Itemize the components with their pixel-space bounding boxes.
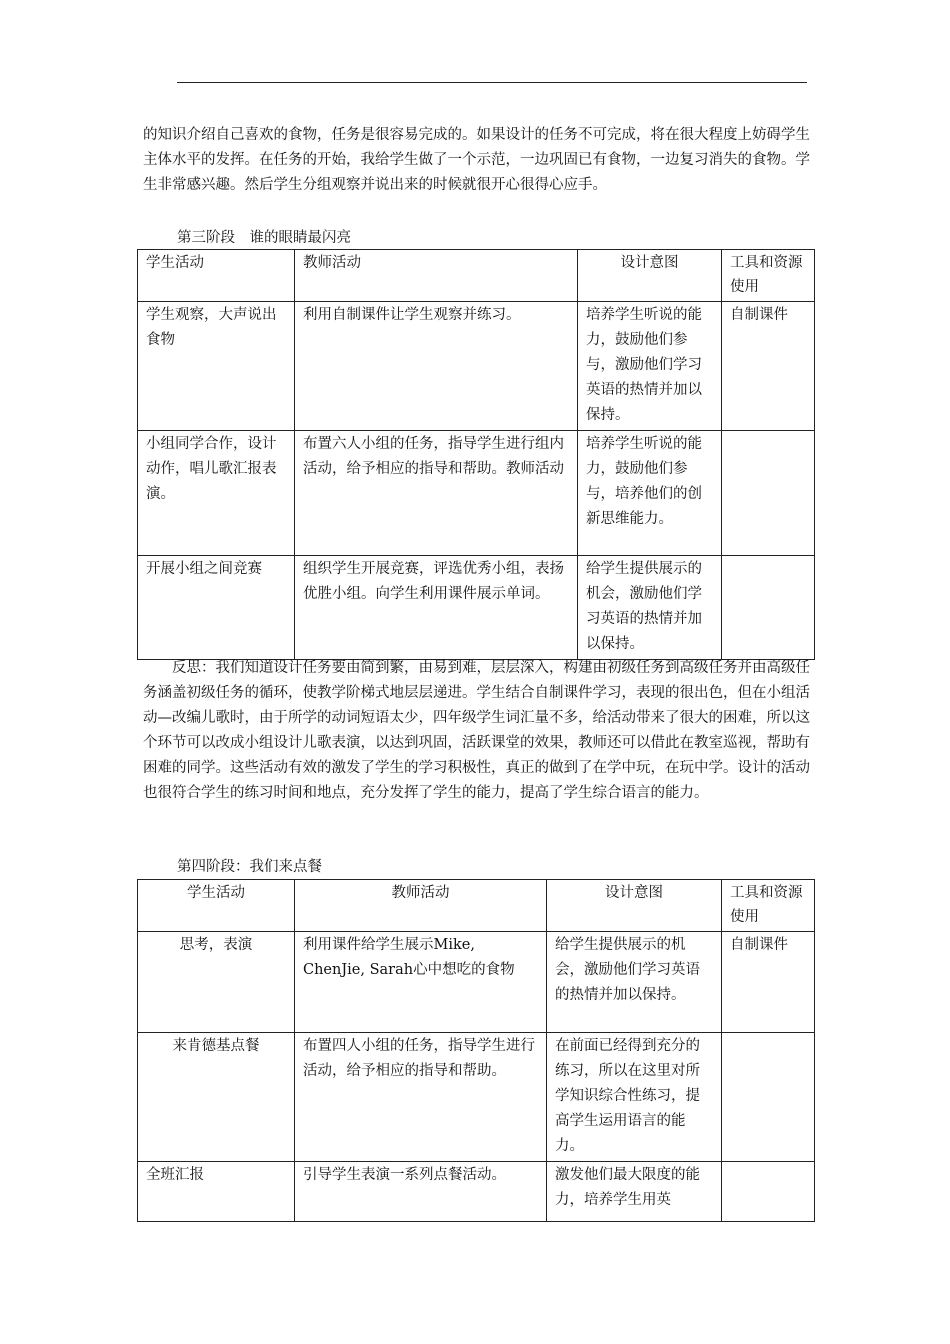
table-cell: 培养学生听说的能力，鼓励他们参与，激励他们学习英语的热情并加以保持。 <box>578 302 722 431</box>
header-cell: 教师活动 <box>295 880 547 932</box>
table-cell: 给学生提供展示的机会，激励他们学习英语的热情并加以保持。 <box>547 932 722 1033</box>
header-cell: 工具和资源使用 <box>722 250 815 302</box>
table-cell: 开展小组之间竞赛 <box>138 556 295 660</box>
table-cell: 布置六人小组的任务，指导学生进行组内活动，给予相应的指导和帮助。教师活动 <box>295 431 578 556</box>
table-cell: 布置四人小组的任务，指导学生进行活动，给予相应的指导和帮助。 <box>295 1033 547 1162</box>
table-row <box>138 431 815 556</box>
table-row <box>138 1162 815 1222</box>
table-cell: 培养学生听说的能力，鼓励他们参与，培养他们的创新思维能力。 <box>578 431 722 556</box>
header-cell: 学生活动 <box>138 250 295 302</box>
header-cell: 工具和资源使用 <box>722 880 815 932</box>
table-cell <box>722 1162 815 1222</box>
stage4-table <box>137 879 815 1222</box>
table-cell: 利用课件给学生展示Mike, ChenJie, Sarah心中想吃的食物 <box>295 932 547 1033</box>
header-cell: 设计意图 <box>578 250 722 302</box>
table-cell: 在前面已经得到充分的练习，所以在这里对所学知识综合性练习，提高学生运用语言的能力。 <box>547 1033 722 1162</box>
table-cell: 小组同学合作，设计动作，唱儿歌汇报表演。 <box>138 431 295 556</box>
header-cell: 学生活动 <box>138 880 295 932</box>
table-header-row <box>138 880 815 932</box>
table-row <box>138 556 815 660</box>
table-cell <box>722 431 815 556</box>
intro-paragraph: 的知识介绍自己喜欢的食物，任务是很容易完成的。如果设计的任务不可完成，将在很大程度上妨碍学生主体水平的发挥。在任务的开始，我给学生做了一个示范，一边巩固已有食物，一边复习消失的食物。学生非常感兴趣。然后学生分组观察并说出来的时候就很开心很得心应手。 <box>143 127 810 193</box>
stage3-table <box>137 249 815 660</box>
stage3-title: 第三阶段 谁的眼睛最闪亮 <box>177 230 351 246</box>
table-cell <box>722 556 815 660</box>
table-cell: 利用自制课件让学生观察并练习。 <box>295 302 578 431</box>
table-cell: 全班汇报 <box>138 1162 295 1222</box>
table-cell: 组织学生开展竞赛，评选优秀小组，表扬优胜小组。向学生利用课件展示单词。 <box>295 556 578 660</box>
table-header-row <box>138 250 815 302</box>
table-cell: 来肯德基点餐 <box>138 1033 295 1162</box>
table-cell: 自制课件 <box>722 932 815 1033</box>
table-cell: 学生观察，大声说出食物 <box>138 302 295 431</box>
table-row <box>138 1033 815 1162</box>
table-row <box>138 932 815 1033</box>
header-cell: 教师活动 <box>295 250 578 302</box>
reflection-paragraph: 反思：我们知道设计任务要由简到繁，由易到难，层层深入，构建由初级任务到高级任务并由高级任务涵盖初级任务的循环，使教学阶梯式地层层递进。学生结合自制课件学习，表现的很出色，但在小组活动—改编儿歌时，由于所学的动词短语太少，四年级学生词汇量不多，给活动带来了很大的困难，所以这个环节可以改成小组设计儿歌表演，以达到巩固，活跃课堂的效果，教师还可以借此在教室巡视，帮助有困难的同学。这些活动有效的激发了学生的学习积极性，真正的做到了在学中玩，在玩中学。设计的活动也很符合学生的练习时间和地点，充分发挥了学生的能力，提高了学生综合语言的能力。 <box>143 660 810 801</box>
table-cell: 激发他们最大限度的能力，培养学生用英 <box>547 1162 722 1222</box>
header-rule <box>177 82 807 83</box>
table-cell: 思考，表演 <box>138 932 295 1033</box>
table-cell: 给学生提供展示的机会，激励他们学习英语的热情并加以保持。 <box>578 556 722 660</box>
table-cell: 引导学生表演一系列点餐活动。 <box>295 1162 547 1222</box>
table-cell <box>722 1033 815 1162</box>
stage4-title: 第四阶段：我们来点餐 <box>177 859 322 875</box>
table-cell: 自制课件 <box>722 302 815 431</box>
table-row <box>138 302 815 431</box>
header-cell: 设计意图 <box>547 880 722 932</box>
